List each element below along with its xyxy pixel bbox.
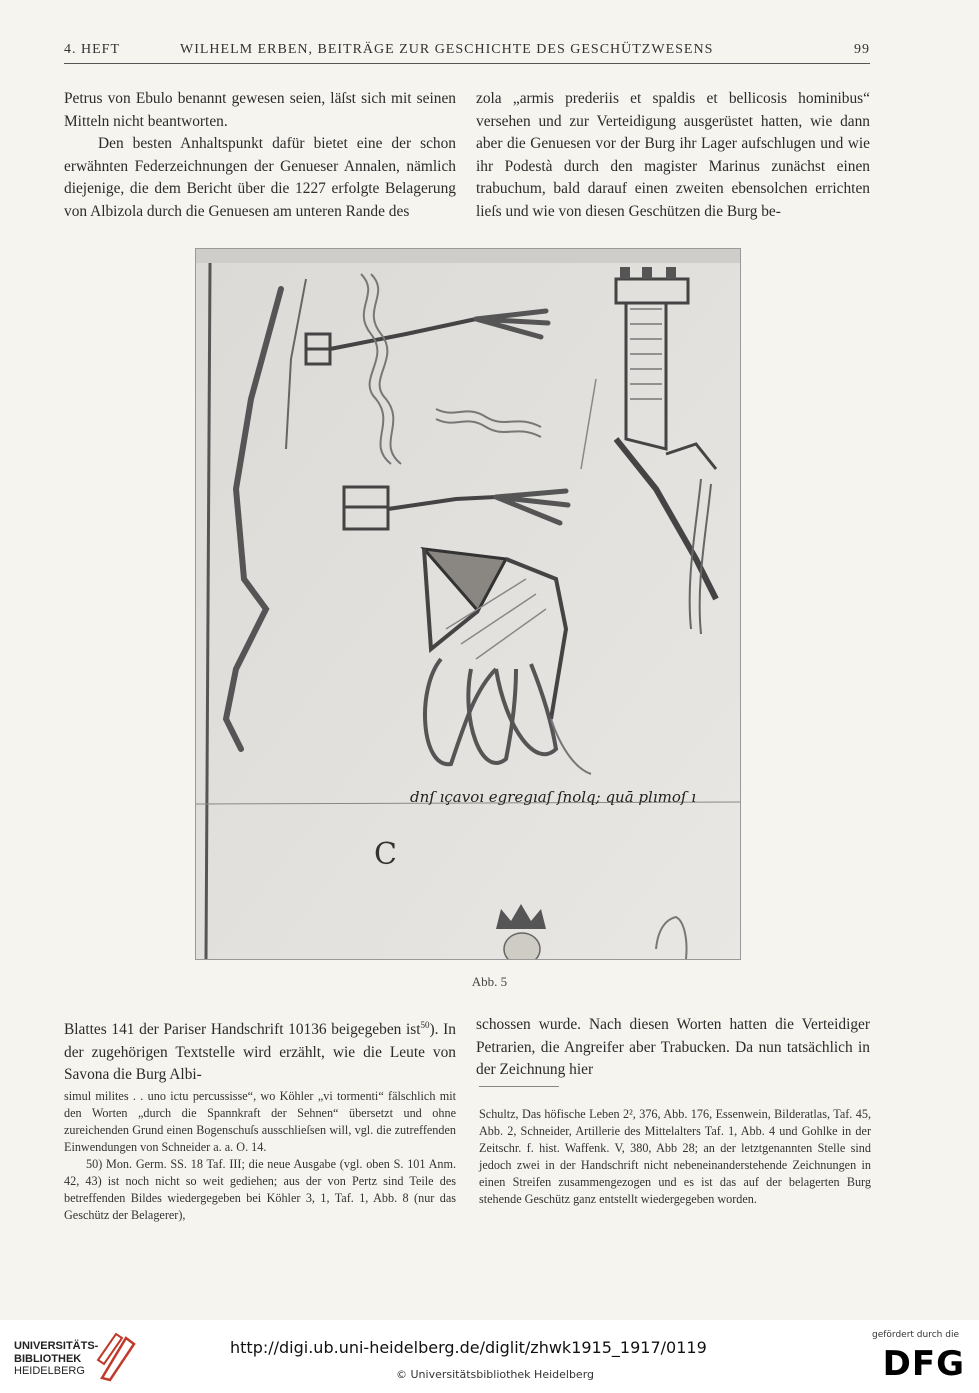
dfg-logo: DFG [882, 1344, 965, 1384]
text: ). In der zugehörigen Textstelle wird erzählt, wie die Leute von Savona die Burg Albi- [64, 1021, 456, 1084]
bottom-left-column [64, 1014, 456, 1087]
footnote-text: Mon. Germ. SS. 18 Taf. III; die neue Ausgabe (vgl. oben S. 101 Anm. 42, 43) ist noch nicht so weit gediehen; aus der von Pertz sind Teile des betreffenden Bildes wiedergegeben bei Köhler 3, 1, Taf. 1, Abb. 8 (nur das Geschütz der Belagerer), [64, 1157, 456, 1222]
footnotes-left [64, 1088, 456, 1224]
page-number: 99 [854, 42, 870, 57]
svg-text:C: C [374, 837, 397, 872]
footnote-continuation: simul milites . . uno ictu percussisse“, wo Köhler „vi tormenti“ fälschlich mit den Worten „durch die Spannkraft der Sehnen“ übersetzt und ohne zureichenden Grund einen Bogenschuſs ausschlieſsen will, vgl. die zutreffenden Einwendungen von Schneider a. a. O. 14. [64, 1089, 456, 1154]
footnotes-right [479, 1106, 871, 1208]
document-url-link[interactable]: http://digi.ub.uni-heidelberg.de/diglit/zhwk1915_1917/0119 [230, 1338, 707, 1357]
footnote-rule [479, 1086, 559, 1087]
footnote-number: 50) [86, 1157, 103, 1171]
paragraph: Petrus von Ebulo benannt gewesen seien, läſst sich mit seinen Mitteln nicht beantworten. [64, 90, 456, 130]
figure-caption: Abb. 5 [471, 974, 508, 989]
library-name: UNIVERSITÄTS- [14, 1340, 99, 1352]
manuscript-figure [195, 248, 741, 960]
header-rule [64, 63, 870, 64]
running-header [64, 38, 870, 64]
library-name: HEIDELBERG [14, 1365, 85, 1377]
footnote-ref: 50 [420, 1020, 430, 1030]
copyright-text: © Universitätsbibliothek Heidelberg [396, 1368, 595, 1381]
text: Blattes 141 der Pariser Handschrift 10136 beigegeben ist [64, 1021, 421, 1039]
paragraph: Den besten Anhaltspunkt dafür bietet eine der schon erwähnten Federzeichnungen der Genueser Annalen, nämlich diejenige, die dem Bericht über die 1227 erfolgte Belagerung von Albizola durch die Genuesen am unteren Rande des [64, 135, 456, 220]
library-logo-icon [96, 1330, 138, 1382]
bottom-right-column [476, 1014, 870, 1082]
article-title: WILHELM ERBEN, BEITRÄGE ZUR GESCHICHTE DES GESCHÜTZWESENS [180, 42, 714, 57]
footnote-text: Schultz, Das höfische Leben 2², 376, Abb. 176, Essenwein, Bilderatlas, Taf. 45, Abb. 2, Schneider, Artillerie des Mittelalters Taf. 1, Abb. 4 und Gohlke in der Zeitschr. f. hist. Waffenk. V, 380, Abb 28; an der letztgenannten Stelle sind jedoch zwei in der Handschrift nicht nebeneinanderstehende Zeichnungen in einen Streifen zusammengezogen und es ist das auf der belagerten Burg stehende Geschütz ganz entstellt wiedergegeben worden. [479, 1107, 871, 1206]
siege-drawing [196, 249, 740, 959]
issue-label: 4. HEFT [64, 42, 120, 57]
library-logo-text [14, 1340, 98, 1378]
footer-bar [0, 1320, 979, 1393]
manuscript-line: dnſ ıçavoı egregıaſ ſnolq; quā plımoſ ı [410, 788, 696, 806]
funding-text: gefördert durch die [872, 1330, 959, 1340]
top-right-column [476, 88, 870, 223]
paragraph: zola „armis prederiis et spaldis et bellicosis hominibus“ versehen und zur Verteidigung ausgerüstet hatten, wie dann aber die Genuesen vor der Burg ihr Lager aufschlugen und wie ihr Podestà durch den magister Marinus zunächst einen trabuchum, bald darauf einen zweiten ebensolchen errichten lieſs und wie von diesen Geschützen die Burg be- [476, 90, 870, 220]
library-name: BIBLIOTHEK [14, 1352, 82, 1365]
paragraph: schossen wurde. Nach diesen Worten hatten die Verteidiger Petrarien, die Angreifer aber Trabucken. Da nun tatsächlich in der Zeichnung hier [476, 1016, 870, 1078]
top-left-column [64, 88, 456, 223]
